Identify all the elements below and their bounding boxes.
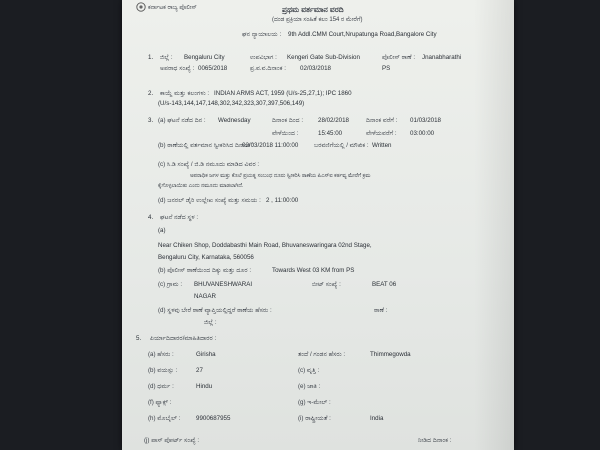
received-date-label: (b) ಠಾಣೆಯಲ್ಲಿ ವರ್ತಮಾನ ಸ್ವೀಕರಿಸಿದ ದಿನಾಂಕ : xyxy=(158,142,254,149)
to-date-label: ದಿನಾಂಕ ವರೆಗೆ : xyxy=(366,117,398,124)
district-label: ಜಿಲ್ಲೆ : xyxy=(160,54,173,61)
religion-label: (d) ಧರ್ಮ : xyxy=(148,383,174,390)
time-to-value: 03:00:00 xyxy=(410,130,435,137)
village-label: (c) ಗ್ರಾಮ : xyxy=(158,281,183,288)
incident-day-value: Wednesday xyxy=(218,117,251,124)
other-station-label: (d) ಸ್ಥಳವು ಬೇರೆ ಠಾಣೆ ವ್ಯಾಪ್ತಿಯಲ್ಲಿದ್ದರೆ ಠಾಣೆಯ ಹೆಸರು : xyxy=(158,307,272,314)
section-1-number: 1. xyxy=(148,54,154,61)
document-subtitle: (ದಂಡ ಪ್ರಕ್ರಿಯಾ ಸಂಹಿತೆ ಕಲಂ 154 ರ ಮೇರೆಗೆ) xyxy=(272,17,363,23)
address-a-label: (a) xyxy=(158,227,166,234)
nationality-value: India xyxy=(370,415,384,422)
station-value: Jnanabharathi xyxy=(422,54,462,61)
document-title: ಪ್ರಥಮ ವರ್ತಮಾನ ವರದಿ xyxy=(282,5,344,14)
mobile-value: 9900687955 xyxy=(196,415,231,422)
address-line2: Bengaluru City, Karnataka, 560056 xyxy=(158,254,254,261)
religion-value: Hindu xyxy=(196,383,213,390)
time-from-value: 15:45:00 xyxy=(318,130,343,137)
to-date-value: 01/03/2018 xyxy=(410,117,441,124)
gd-reference-value: 2 , 11:00:00 xyxy=(266,197,299,204)
age-label: (b) ವಯಸ್ಸು : xyxy=(148,367,178,374)
section-4-number: 4. xyxy=(148,214,154,221)
from-date-label: ದಿನಾಂಕ ದಿಂದ : xyxy=(272,117,304,124)
section-3-number: 3. xyxy=(148,117,154,124)
village-value-line2: NAGAR xyxy=(194,293,217,300)
station-label: ಪೊಲೀಸ್ ಠಾಣೆ : xyxy=(382,54,416,61)
father-name-label: ತಂದೆ / ಗಂಡನ ಹೆಸರು : xyxy=(298,351,346,358)
info-type-label: ಬರವಣಿಗೆಯಲ್ಲಿ / ಮೌಖಿಕ : xyxy=(314,142,369,149)
station-value-line2: PS xyxy=(382,65,391,72)
time-from-label: ವೇಳೆಯಿಂದ : xyxy=(272,130,299,137)
subdivision-label: ಉಪವಿಭಾಗ : xyxy=(250,54,277,61)
fir-document-page xyxy=(122,0,514,450)
brand-label: ಕರ್ನಾಟಕ ರಾಜ್ಯ ಪೊಲೀಸ್ xyxy=(148,5,197,11)
direction-distance-value: Towards West 03 KM from PS xyxy=(272,267,355,274)
father-name-value: Thimmegowda xyxy=(370,351,411,358)
incident-day-label: (a) ಘಟನೆ ನಡೆದ ದಿನ : xyxy=(158,117,206,124)
issue-date-label: ನೀಡಿದ ದಿನಾಂಕ : xyxy=(418,437,452,444)
police-emblem-icon xyxy=(136,2,146,12)
subdivision-value: Kengeri Gate Sub-Division xyxy=(287,54,360,61)
court-label: ಘನ ನ್ಯಾಯಾಲಯ : xyxy=(242,31,282,38)
gd-entry-label: (c) ಸಿ.ಡಿ ಸಂಖ್ಯೆ / ಜಿ.ಡಿ ನಮೂದು ಮಾಡಿದ ವಿವರ : xyxy=(158,161,260,168)
passport-label: (j) ಪಾಸ್ ಪೋರ್ಟ್ ಸಂಖ್ಯೆ : xyxy=(144,437,200,444)
name-value: Girisha xyxy=(196,351,216,358)
email-label: (g) ಇ-ಮೇಲ್ : xyxy=(298,399,331,406)
gd-entry-text-line1: ಅಪರಾಧಿಕ ಜಗಳ ಮತ್ತು ಕೊಲೆ ಪ್ರಯತ್ನ ಸಂಬಂಧ ದೂರು ಸ್ವೀಕರಿಸಿ ಠಾಣೆಯ ಪಿಎಸ್ಐ ಕರ್ತವ್ಯ ಮೇರೆಗೆ ಕ್ರಮ xyxy=(190,173,371,179)
other-district-label: ಜಿಲ್ಲೆ : xyxy=(204,319,217,326)
crime-number-value: 0065/2018 xyxy=(198,65,228,72)
other-station-name-label: ಠಾಣೆ : xyxy=(374,307,388,314)
fir-date-label: ಪ್ರ.ವ.ವ.ದಿನಾಂಕ : xyxy=(250,65,286,72)
info-type-value: Written xyxy=(372,142,392,149)
section-2-number: 2. xyxy=(148,90,154,97)
acts-value: INDIAN ARMS ACT, 1959 (U/s-25,27,1); IPC 1860 xyxy=(214,90,352,97)
complainant-heading: ಪಿರ್ಯಾದಿದಾರರ/ಮಾಹಿತಿದಾರರ : xyxy=(150,335,217,342)
nationality-label: (i) ರಾಷ್ಟ್ರೀಯತೆ : xyxy=(298,415,331,422)
crime-number-label: ಅಪರಾಧ ಸಂಖ್ಯೆ : xyxy=(160,65,195,72)
address-line1: Near Chiken Shop, Doddabasthi Main Road, Bhuvaneswaringara 02nd Stage, xyxy=(158,242,372,249)
name-label: (a) ಹೆಸರು : xyxy=(148,351,174,358)
direction-distance-label: (b) ಪೊಲೀಸ್ ಠಾಣೆಯಿಂದ ದಿಕ್ಕು ಮತ್ತು ದೂರ : xyxy=(158,267,252,274)
time-to-label: ವೇಳೆಯವರೆಗೆ : xyxy=(366,130,397,137)
place-label: ಘಟನೆ ನಡೆದ ಸ್ಥಳ : xyxy=(160,214,199,221)
gd-entry-text-line2: ಕೈಗೊಳ್ಳಲಾಯಿತು ಎಂದು ನಮೂದು ಮಾಡಲಾಗಿದೆ. xyxy=(158,183,244,189)
gd-reference-label: (d) ಜನರಲ್ ಡೈರಿ ಉಲ್ಲೇಖ ಸಂಖ್ಯೆ ಮತ್ತು ಸಮಯ : xyxy=(158,197,261,204)
section-5-number: 5. xyxy=(136,335,142,342)
age-value: 27 xyxy=(196,367,203,374)
from-date-value: 28/02/2018 xyxy=(318,117,349,124)
village-value: BHUVANESHWARAI xyxy=(194,281,253,288)
court-value: 9th Addl.CMM Court,Nrupatunga Road,Bangalore City xyxy=(288,31,437,38)
occupation-label: (c) ವೃತ್ತಿ : xyxy=(298,367,320,374)
caste-label: (e) ಜಾತಿ : xyxy=(298,383,321,390)
beat-label: ಬೀಟ್ ಸಂಖ್ಯೆ : xyxy=(312,281,341,288)
district-value: Bengaluru City xyxy=(184,54,225,61)
fax-label: (f) ಫ್ಯಾಕ್ಸ್ : xyxy=(148,399,172,406)
mobile-label: (h) ಮೊಬೈಲ್ : xyxy=(148,415,181,422)
beat-value: BEAT 06 xyxy=(372,281,397,288)
received-date-value: 02/03/2018 11:00:00 xyxy=(242,142,299,149)
acts-label: ಕಾಯ್ದೆ ಮತ್ತು ಕಲಂಗಳು : xyxy=(160,90,210,97)
acts-value-line2: (U/s-143,144,147,148,302,342,323,307,397,506,149) xyxy=(158,100,305,107)
fir-date-value: 02/03/2018 xyxy=(300,65,331,72)
